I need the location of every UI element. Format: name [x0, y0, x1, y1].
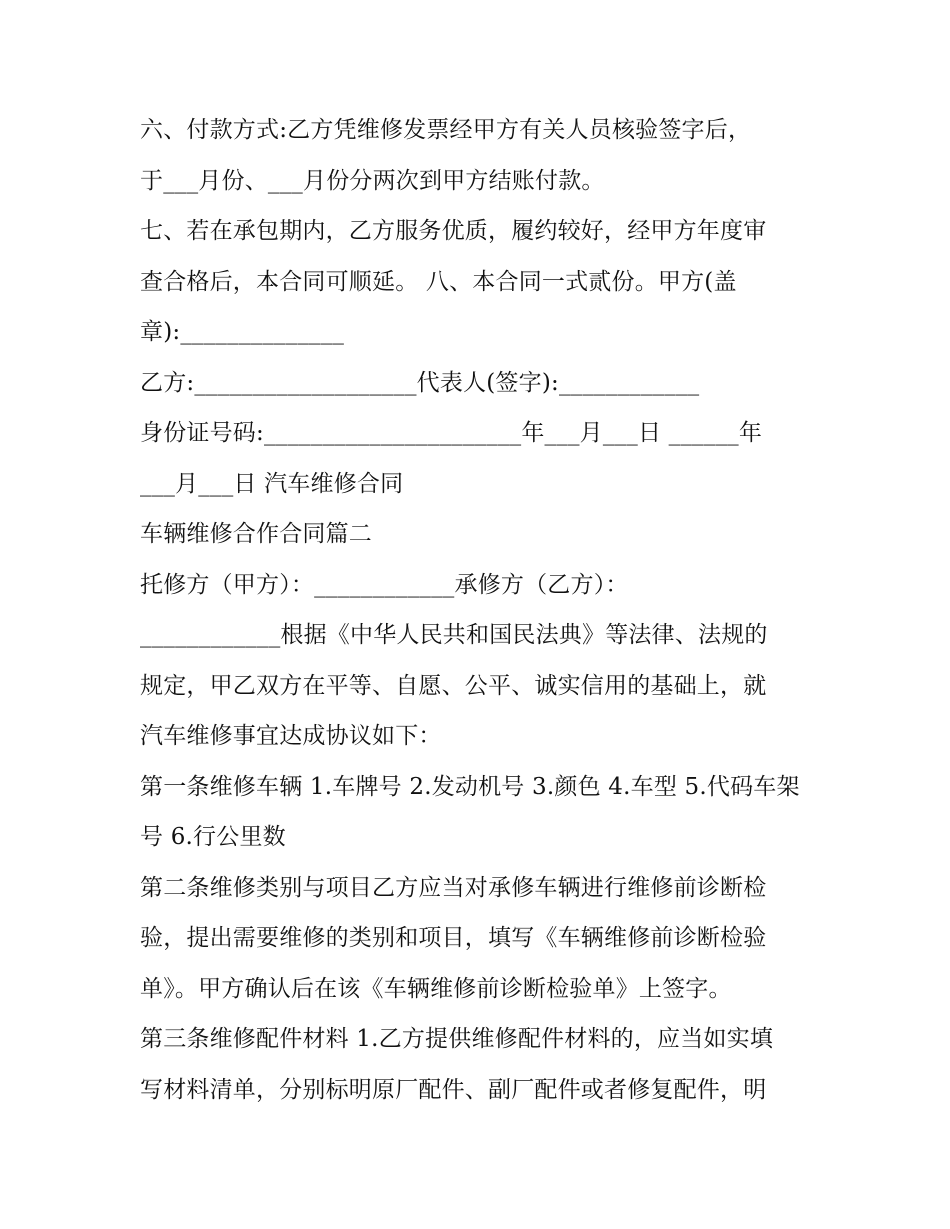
paragraph-line: 于___月份、___月份分两次到甲方结账付款。 — [140, 168, 605, 194]
paragraph-line: 写材料清单，分别标明原厂配件、副厂配件或者修复配件，明 — [140, 1077, 767, 1103]
section-heading: 车辆维修合作合同篇二 — [140, 521, 372, 547]
paragraph-line: 汽车维修事宜达成协议如下： — [140, 723, 442, 749]
paragraph-line: 验，提出需要维修的类别和项目，填写《车辆维修前诊断检验 — [140, 925, 767, 951]
paragraph-line: 第三条维修配件材料 1.乙方提供维修配件材料的，应当如实填 — [140, 1026, 774, 1052]
paragraph-line: 身份证号码:______________________年___月___日 ______年 — [140, 420, 763, 446]
paragraph-line: 托修方（甲方）：____________承修方（乙方）： — [140, 572, 629, 598]
paragraph-line: 七、若在承包期内，乙方服务优质，履约较好，经甲方年度审 — [140, 218, 767, 244]
paragraph-line: 查合格后，本合同可顺延。 八、本合同一式贰份。甲方(盖 — [140, 269, 737, 295]
paragraph-line: 乙方:___________________代表人(签字):____________ — [140, 370, 700, 396]
paragraph-line: 规定，甲乙双方在平等、自愿、公平、诚实信用的基础上，就 — [140, 673, 767, 699]
paragraph-line: ____________根据《中华人民共和国民法典》等法律、法规的 — [140, 622, 768, 648]
paragraph-line: 号 6.行公里数 — [140, 824, 286, 850]
paragraph-line: 章):______________ — [140, 319, 345, 345]
paragraph-line: ___月___日 汽车维修合同 — [140, 471, 404, 497]
paragraph-line: 六、付款方式:乙方凭维修发票经甲方有关人员核验签字后， — [140, 117, 752, 143]
paragraph-line: 单》。甲方确认后在该《车辆维修前诊断检验单》上签字。 — [140, 976, 732, 1002]
paragraph-line: 第二条维修类别与项目乙方应当对承修车辆进行维修前诊断检 — [140, 875, 767, 901]
paragraph-line: 第一条维修车辆 1.车牌号 2.发动机号 3.颜色 4.车型 5.代码车架 — [140, 774, 800, 800]
